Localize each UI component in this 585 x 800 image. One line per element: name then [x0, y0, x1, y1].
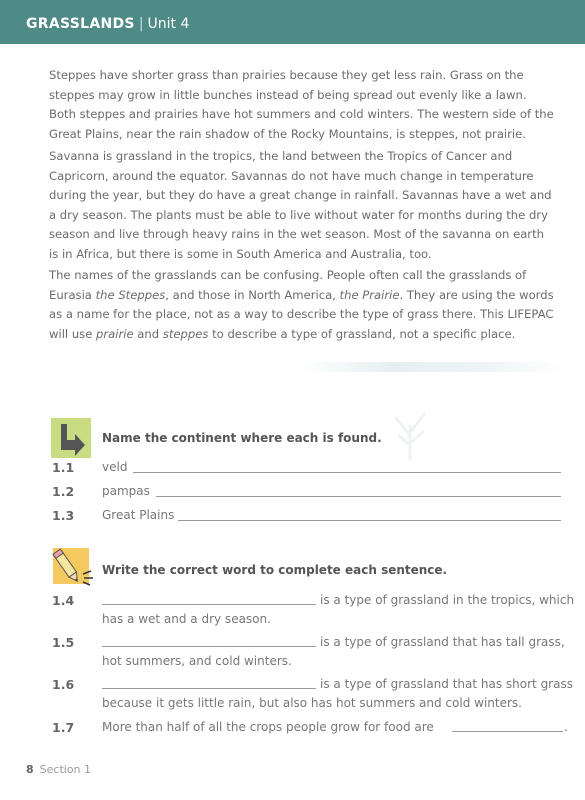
question-text-continued: hot summers, and cold winters.	[102, 654, 292, 668]
question-number: 1.7	[52, 720, 75, 735]
question-text: is a type of grassland in the tropics, which	[320, 593, 575, 607]
question-number: 1.2	[52, 484, 75, 499]
question-number: 1.3	[52, 508, 75, 523]
question-text: is a type of grassland that has short grass	[320, 677, 573, 691]
text-run: The names of the grasslands can be confusing. People often call the grasslands of Eurasia	[49, 268, 527, 302]
question-text: Great Plains	[102, 508, 175, 522]
answer-line-1-7[interactable]	[452, 731, 563, 732]
unit-number: Unit 4	[147, 16, 190, 32]
question-text-continued: because it gets little rain, but also has hot summers and cold winters.	[102, 696, 522, 710]
faint-plant-illustration	[380, 395, 440, 465]
paragraph-savanna: Savanna is grassland in the tropics, the land between the Tropics of Cancer and Capricorn, around the equator. Savannas do not have much change in temperature during the year, but they do have a great change in rainfall. Savannas have a wet and a dry season. The plants must be able to live without water for months during the dry season and live through heavy rains in the wet season. Most of the savanna on earth is in Africa, but there is some in South America and Australia, too.	[49, 149, 552, 261]
answer-line-1-5[interactable]	[102, 646, 316, 647]
page-number: 8	[26, 763, 34, 776]
italic-run: the Prairie	[339, 287, 400, 302]
italic-run: prairie	[96, 326, 134, 341]
answer-line-1-2[interactable]	[156, 496, 561, 497]
question-number: 1.5	[52, 635, 75, 650]
instruction-name-continent: Name the continent where each is found.	[102, 431, 382, 445]
answer-line-1-4[interactable]	[102, 604, 316, 605]
unit-title-label: GRASSLANDS	[26, 16, 135, 32]
text-run: . They are using the words as a name for the place, not as a way to describe the type of grass there. This LIFEPAC will use	[49, 287, 554, 341]
instruction-complete-sentence: Write the correct word to complete each sentence.	[102, 563, 448, 577]
paragraph-steppes: Steppes have shorter grass than prairies because they get less rain. Grass on the steppes may grow in little bunches instead of being spread out evenly like a lawn. Both steppes and prairies have hot summers and cold winters. The western side of the Great Plains, near the rain shadow of the Rocky Mountains, is steppes, not prairie.	[49, 68, 554, 141]
arrow-icon	[51, 418, 91, 458]
question-text: More than half of all the crops people grow for food are	[102, 720, 434, 734]
question-text: veld	[102, 460, 128, 474]
unit-title	[26, 16, 189, 32]
section-label: Section 1	[39, 763, 92, 776]
decorative-band	[300, 362, 565, 372]
answer-line-1-3[interactable]	[178, 520, 561, 521]
question-text-continued: has a wet and a dry season.	[102, 612, 271, 626]
paragraph-names	[49, 266, 555, 344]
unit-header	[0, 0, 585, 44]
sentence-period: .	[564, 720, 568, 734]
italic-run: the Steppes	[95, 287, 166, 302]
italic-run: steppes	[162, 326, 209, 341]
question-number: 1.6	[52, 677, 75, 692]
question-number: 1.4	[52, 593, 75, 608]
question-text: pampas	[102, 484, 150, 498]
title-separator: |	[138, 16, 144, 32]
question-number: 1.1	[52, 460, 75, 475]
pencil-icon	[51, 544, 91, 586]
text-run: and	[133, 326, 163, 341]
answer-line-1-6[interactable]	[102, 688, 316, 689]
text-run: to describe a type of grassland, not a specific place.	[208, 326, 516, 341]
answer-line-1-1[interactable]	[133, 472, 561, 473]
question-text: is a type of grassland that has tall grass,	[320, 635, 565, 649]
text-run: , and those in North America,	[165, 287, 340, 302]
page-footer	[26, 763, 91, 776]
